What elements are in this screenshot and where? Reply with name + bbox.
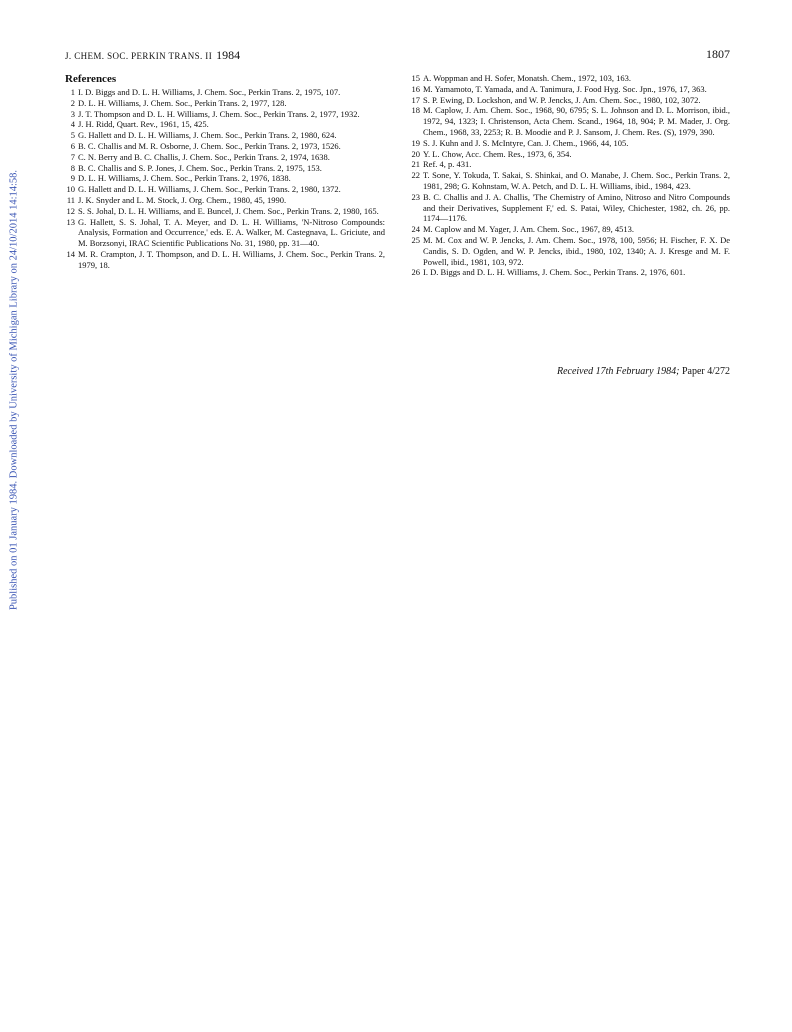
reference-item: 7 C. N. Berry and B. C. Challis, J. Chem. Soc., Perkin Trans. 2, 1974, 1638. xyxy=(70,151,330,162)
reference-item: 19 S. J. Kuhn and J. S. McIntyre, Can. J. Chem., 1966, 44, 105. xyxy=(411,137,629,148)
reference-item: 25 M. M. Cox and W. P. Jencks, J. Am. Chem. Soc., 1978, 100, 5956; H. Fischer, F. X. De Candis, S. D. Ogden, and W. P. Jencks, ibid., 1980, 102, 1340; A. J. Kresge and M. F. Powell, ibid., 1981, 103, 972. xyxy=(411,234,730,267)
reference-item: 10 G. Hallett and D. L. H. Williams, J. Chem. Soc., Perkin Trans. 2, 1980, 1372. xyxy=(66,184,341,195)
reference-item: 16 M. Yamamoto, T. Yamada, and A. Tanimura, J. Food Hyg. Soc. Jpn., 1976, 17, 363. xyxy=(411,83,707,94)
reference-item: 12 S. S. Johal, D. L. H. Williams, and E. Buncel, J. Chem. Soc., Perkin Trans. 2, 1980, 165. xyxy=(66,205,379,216)
page-header xyxy=(65,47,730,63)
references-heading: References xyxy=(65,73,117,85)
references-column-right xyxy=(410,73,730,278)
journal-year: 1984 xyxy=(216,48,241,62)
reference-item: 26 I. D. Biggs and D. L. H. Williams, J. Chem. Soc., Perkin Trans. 2, 1976, 601. xyxy=(411,267,686,278)
reference-item: 4 J. H. Ridd, Quart. Rev., 1961, 15, 425. xyxy=(70,119,209,130)
reference-item: 9 D. L. H. Williams, J. Chem. Soc., Perkin Trans. 2, 1976, 1838. xyxy=(70,173,291,184)
reference-item: 18 M. Caplow, J. Am. Chem. Soc., 1968, 90, 6795; S. L. Johnson and D. L. Morrison, ibid., 1972, 94, 1323; I. Christenson, Acta Chem. Scand., 1964, 18, 904; P. M. Mader, J. Org. Chem., 1968, 33, 2253; R. B. Moodie and P. J. Sansom, J. Chem. Res. (S), 1979, 390. xyxy=(411,105,730,137)
reference-item: 22 T. Sone, Y. Tokuda, T. Sakai, S. Shinkai, and O. Manabe, J. Chem. Soc., Perkin Trans. 2, 1981, 298; G. Kohnstam, W. A. Petch, and D. L. H. Williams, ibid., 1984, 423. xyxy=(411,170,730,191)
reference-item: 17 S. P. Ewing, D. Lockshon, and W. P. Jencks, J. Am. Chem. Soc., 1980, 102, 3072. xyxy=(411,94,701,105)
paper-id: Paper 4/272 xyxy=(681,366,730,377)
reference-item: 1 I. D. Biggs and D. L. H. Williams, J. Chem. Soc., Perkin Trans. 2, 1975, 107. xyxy=(70,87,341,97)
journal-name: J. CHEM. SOC. PERKIN TRANS. II 1984 xyxy=(65,48,241,62)
reference-item: 8 B. C. Challis and S. P. Jones, J. Chem. Soc., Perkin Trans. 2, 1975, 153. xyxy=(70,162,322,173)
reference-item: 2 D. L. H. Williams, J. Chem. Soc., Perkin Trans. 2, 1977, 128. xyxy=(70,97,287,108)
reference-item: 24 M. Caplow and M. Yager, J. Am. Chem. Soc., 1967, 89, 4513. xyxy=(411,224,634,235)
references-column-left xyxy=(65,73,385,271)
reference-item: 13 G. Hallett, S. S. Johal, T. A. Meyer, and D. L. H. Williams, 'N-Nitroso Compounds: Analysis, Formation and Occurrence,' eds. E. A. Walker, M. Castegnava, L. Griciute, and M. Borzsonyi, IRAC Scientific Publications No. 31, 1980, pp. 31—40. xyxy=(66,216,385,249)
download-notice-text: Published on 01 January 1984. Downloaded by University of Michigan Library on 24/10/2014 14:14:58. xyxy=(8,169,20,611)
reference-item: 5 G. Hallett and D. L. H. Williams, J. Chem. Soc., Perkin Trans. 2, 1980, 624. xyxy=(70,130,337,141)
reference-item: 21 Ref. 4, p. 431. xyxy=(411,159,472,170)
reference-item: 23 B. C. Challis and J. A. Challis, 'The Chemistry of Amino, Nitroso and Nitro Compounds and their Derivatives, Supplement F,' ed. S. Patai, Wiley, Chichester, 1982, ch. 26, pp. 1174—1176. xyxy=(411,191,730,224)
received-date: Received 17th February 1984; xyxy=(556,366,680,377)
reference-item: 20 Y. L. Chow, Acc. Chem. Res., 1973, 6, 354. xyxy=(411,148,572,159)
reference-item: 6 B. C. Challis and M. R. Osborne, J. Chem. Soc., Perkin Trans. 2, 1973, 1526. xyxy=(70,140,341,151)
reference-item: 14 M. R. Crampton, J. T. Thompson, and D. L. H. Williams, J. Chem. Soc., Perkin Trans. 2, 1979, 18. xyxy=(66,248,385,270)
reference-item: 3 J. T. Thompson and D. L. H. Williams, J. Chem. Soc., Perkin Trans. 2, 1977, 1932. xyxy=(70,108,360,119)
reference-item: 11 J. K. Snyder and L. M. Stock, J. Org. Chem., 1980, 45, 1990. xyxy=(66,194,287,205)
download-notice xyxy=(3,140,25,640)
reference-item: 15 A. Woppman and H. Sofer, Monatsh. Chem., 1972, 103, 163. xyxy=(411,73,631,83)
page-number: 1807 xyxy=(706,47,730,61)
received-line xyxy=(480,366,730,377)
